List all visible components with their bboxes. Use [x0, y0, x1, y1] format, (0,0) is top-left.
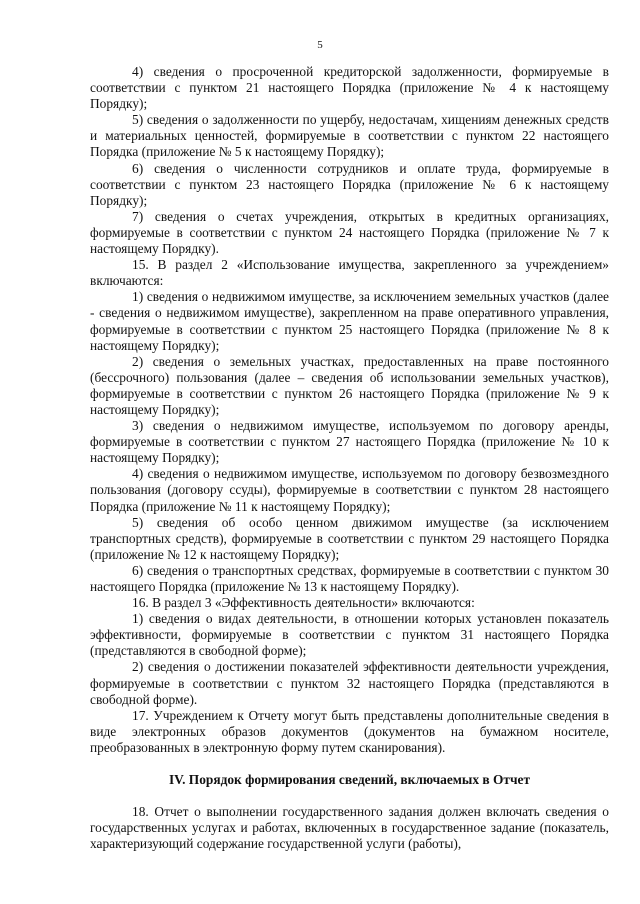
section-heading: IV. Порядок формирования сведений, включаемых в Отчет — [168, 772, 531, 788]
paragraph: 17. Учреждением к Отчету могут быть представлены дополнительные сведения в виде электронных образов документов (документов на бумажном носителе, преобразованных в электронную форму путем сканирования). — [90, 707, 609, 755]
paragraph: 18. Отчет о выполнении государственного задания должен включать сведения о государственных услугах и работах, включенных в государственное задание (показатель, характеризующий содержание государственной услуги (работы), — [90, 804, 609, 852]
paragraph: 1) сведения о видах деятельности, в отношении которых установлен показатель эффективности, формируемые в соответствии с пунктом 31 настоящего Порядка (представляются в свободной форме); — [90, 611, 609, 659]
paragraph: 6) сведения о численности сотрудников и оплате труда, формируемые в соответствии с пунктом 23 настоящего Порядка (приложение № 6 к настоящему Порядку); — [90, 160, 609, 208]
page-number: 5 — [317, 39, 323, 51]
paragraph: 1) сведения о недвижимом имуществе, за исключением земельных участков (далее - сведения о недвижимом имуществе), закрепленном на праве оперативного управления, формируемые в соответствии с пунктом 25 настоящего Порядка (приложение № 8 к настоящему Порядку); — [90, 289, 609, 353]
paragraph: 2) сведения о достижении показателей эффективности деятельности учреждения, формируемые в соответствии с пунктом 32 настоящего Порядка (представляются в свободной форме). — [90, 659, 609, 707]
paragraph: 15. В раздел 2 «Использование имущества, закрепленного за учреждением» включаются: — [90, 257, 609, 289]
paragraph: 4) сведения о недвижимом имуществе, используемом по договору безвозмездного пользования (договору ссуды), формируемые в соответствии с пунктом 28 настоящего Порядка (приложение № 11 к настоящему Порядку); — [90, 466, 609, 514]
paragraph: 2) сведения о земельных участках, предоставленных на праве постоянного (бессрочного) пользования (далее – сведения об использовании земельных участков), формируемые в соответствии с пунктом 26 настоящего Порядка (приложение № 9 к настоящему Порядку); — [90, 353, 609, 417]
paragraph: 7) сведения о счетах учреждения, открытых в кредитных организациях, формируемые в соответствии с пунктом 24 настоящего Порядка (приложение № 7 к настоящему Порядку). — [90, 208, 609, 257]
paragraph: 3) сведения о недвижимом имуществе, используемом по договору аренды, формируемые в соответствии с пунктом 27 настоящего Порядка (приложение № 10 к настоящему Порядку); — [90, 418, 609, 466]
paragraph: 6) сведения о транспортных средствах, формируемые в соответствии с пунктом 30 настоящего Порядка (приложение № 13 к настоящему Порядку). — [90, 562, 609, 594]
paragraph: 4) сведения о просроченной кредиторской задолженности, формируемые в соответствии с пунктом 21 настоящего Порядка (приложение № 4 к настоящему Порядку); — [90, 64, 609, 112]
document-body — [90, 64, 609, 852]
paragraph: 5) сведения об особо ценном движимом имуществе (за исключением транспортных средств), формируемые в соответствии с пунктом 29 настоящего Порядка (приложение № 12 к настоящему Порядку); — [90, 514, 609, 562]
paragraph: 5) сведения о задолженности по ущербу, недостачам, хищениям денежных средств и материальных ценностей, формируемые в соответствии с пунктом 22 настоящего Порядка (приложение № 5 к настоящему Порядку); — [90, 112, 609, 160]
paragraph: 16. В раздел 3 «Эффективность деятельности» включаются: — [132, 595, 475, 611]
